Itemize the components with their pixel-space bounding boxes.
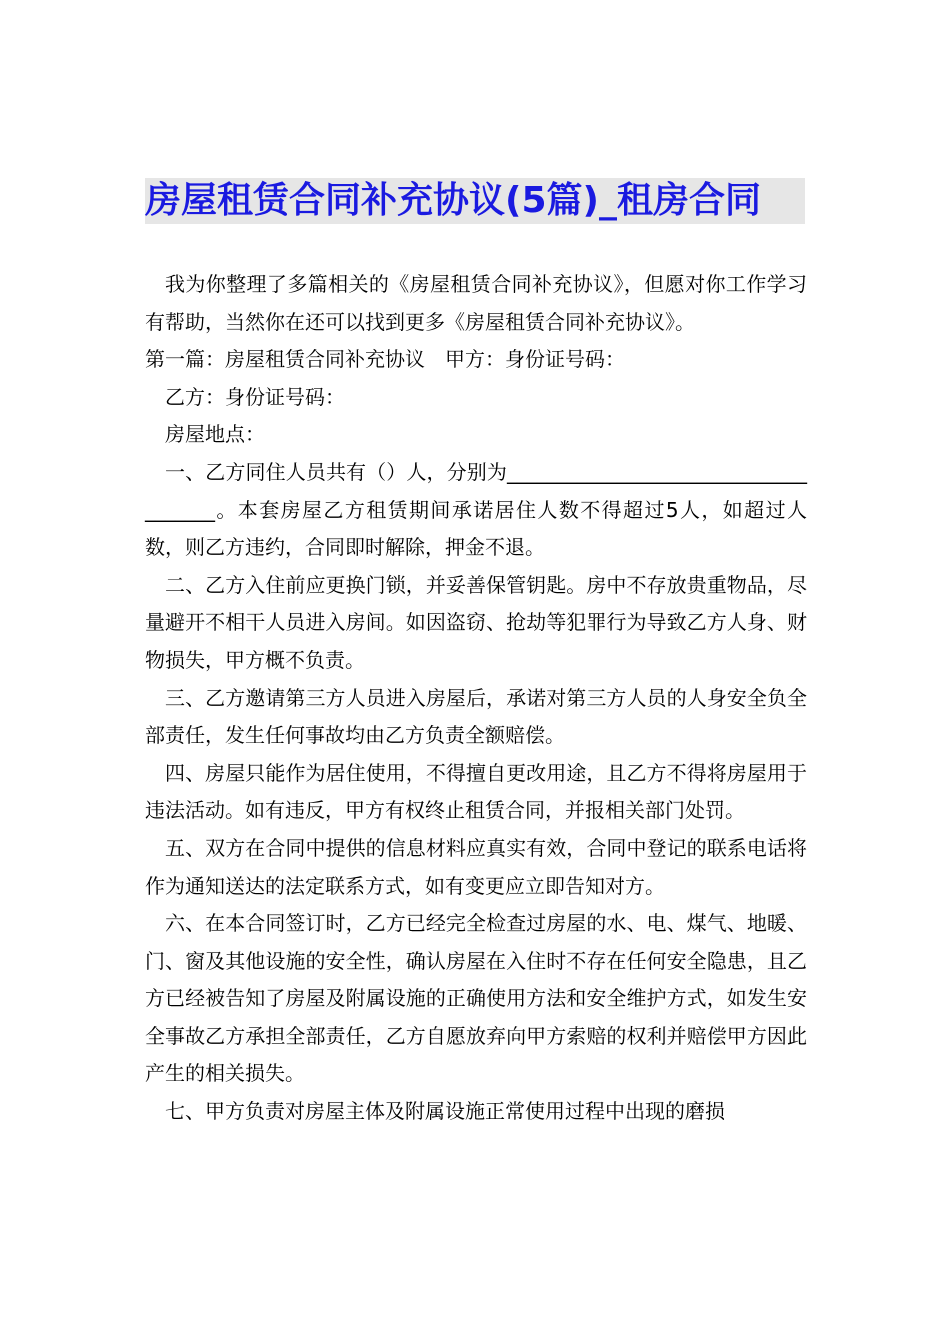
title-highlight	[145, 178, 805, 224]
clause-5: 五、双方在合同中提供的信息材料应真实有效，合同中登记的联系电话将作为通知送达的法定联系方式，如有变更应立即告知对方。	[145, 835, 807, 898]
party-b-line: 乙方：身份证号码：	[165, 384, 345, 409]
clause-6: 六、在本合同签订时，乙方已经完全检查过房屋的水、电、煤气、地暖、门、窗及其他设施的安全性，确认房屋在入住时不存在任何安全隐患，且乙方已经被告知了房屋及附属设施的正确使用方法和安全维护方式，如发生安全事故乙方承担全部责任，乙方自愿放弃向甲方索赔的权利并赔偿甲方因此产生的相关损失。	[145, 911, 807, 1086]
intro-paragraph: 我为你整理了多篇相关的《房屋租赁合同补充协议》，但愿对你工作学习有帮助，当然你在还可以找到更多《房屋租赁合同补充协议》。	[145, 272, 807, 334]
clause-2: 二、乙方入住前应更换门锁，并妥善保管钥匙。房中不存放贵重物品，尽量避开不相干人员进入房间。如因盗窃、抢劫等犯罪行为导致乙方人身、财物损失，甲方概不负责。	[145, 572, 807, 672]
location-line: 房屋地点：	[165, 422, 265, 447]
clause-1: 一、乙方同住人员共有（）人，分别为_____________________________________。本套房屋乙方租赁期间承诺居住人数不得超过5人，如超过人数，则乙方违约，合同即时解除，押金不退。	[145, 459, 807, 560]
section-heading: 第一篇：房屋租赁合同补充协议 甲方：身份证号码：	[145, 347, 625, 372]
clause-7: 七、甲方负责对房屋主体及附属设施正常使用过程中出现的磨损	[165, 1099, 725, 1124]
clause-3: 三、乙方邀请第三方人员进入房屋后，承诺对第三方人员的人身安全负全部责任，发生任何事故均由乙方负责全额赔偿。	[145, 685, 807, 748]
clause-4: 四、房屋只能作为居住使用，不得擅自更改用途，且乙方不得将房屋用于违法活动。如有违反，甲方有权终止租赁合同，并报相关部门处罚。	[145, 760, 807, 823]
document-body	[145, 266, 807, 1131]
document-title: 房屋租赁合同补充协议(5篇)_租房合同	[145, 180, 761, 221]
